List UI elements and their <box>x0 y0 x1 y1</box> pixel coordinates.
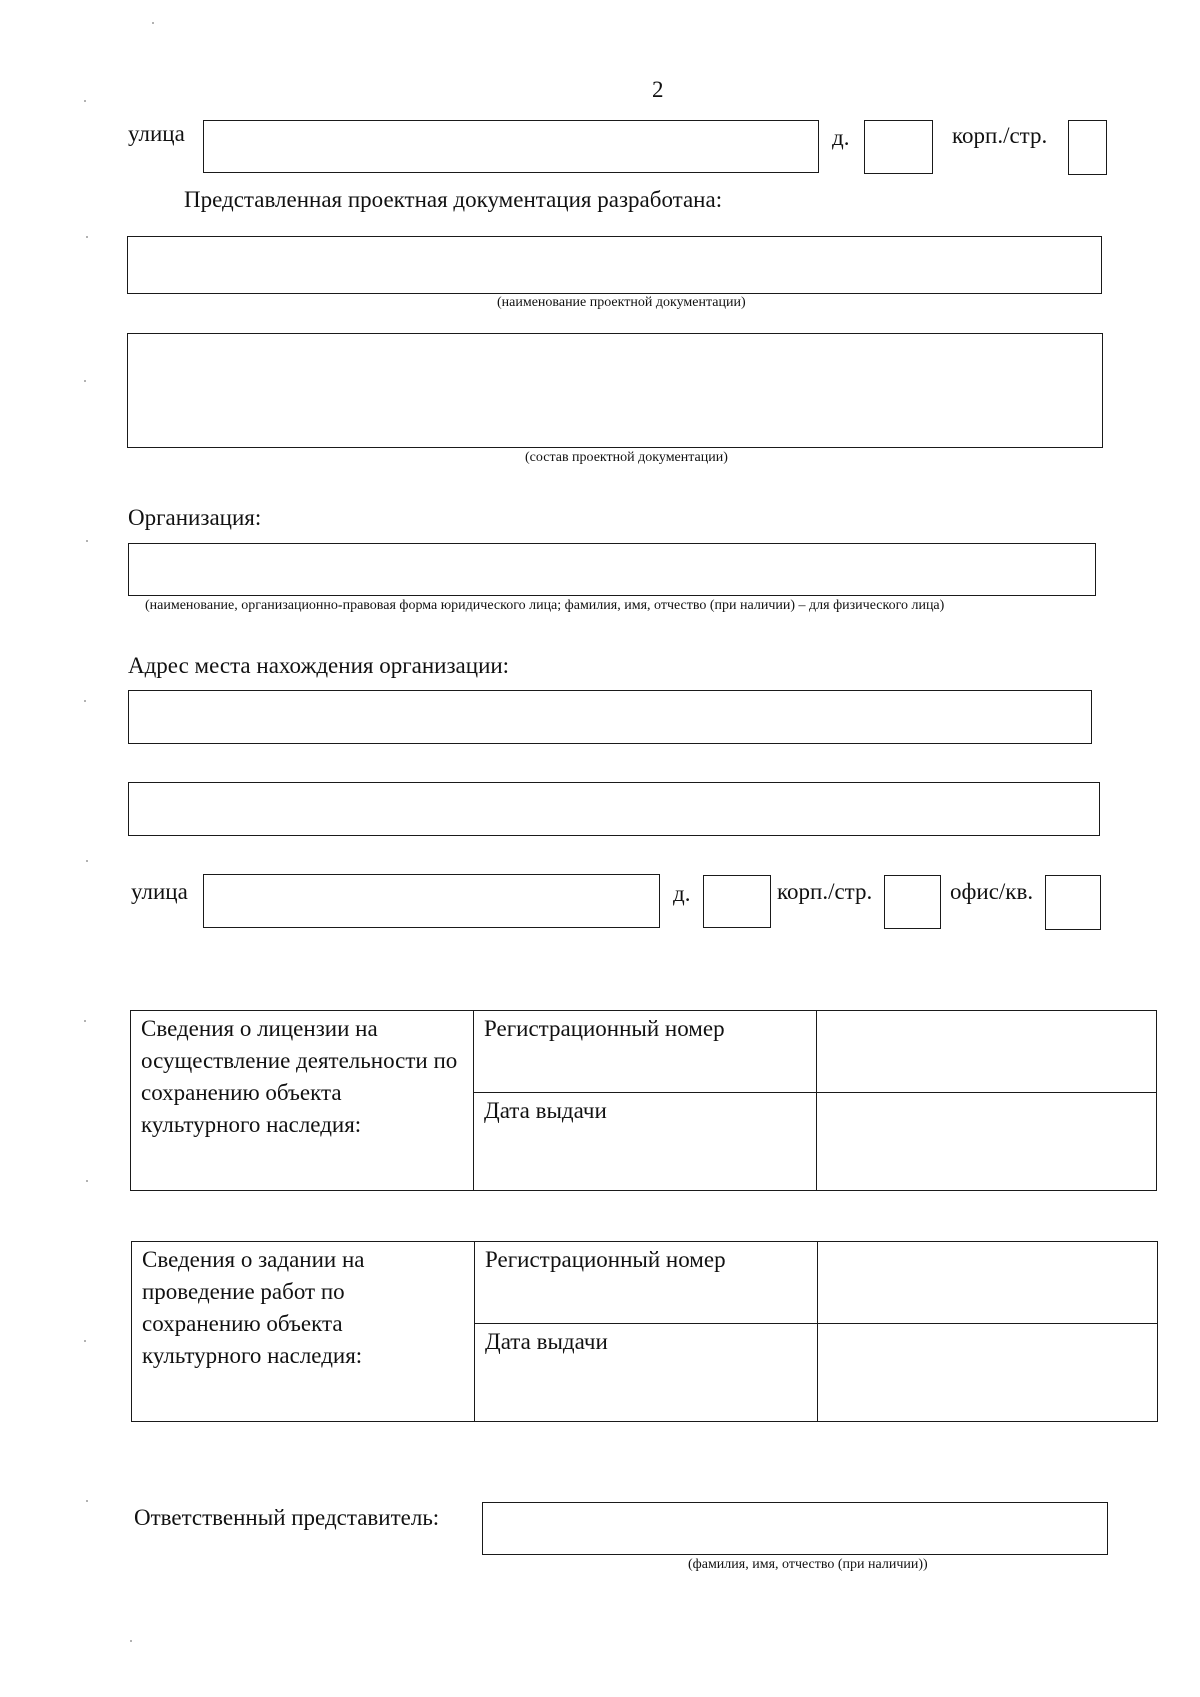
page-number: 2 <box>652 77 664 102</box>
scan-speck <box>84 380 86 382</box>
license-reg-number-value[interactable] <box>817 1011 1157 1093</box>
org-house-field[interactable] <box>703 875 771 928</box>
scan-speck <box>86 860 88 862</box>
organization-label: Организация: <box>128 505 262 530</box>
scan-speck <box>84 1020 86 1022</box>
building-field[interactable] <box>1068 120 1107 175</box>
task-reg-number-label: Регистрационный номер <box>475 1242 818 1324</box>
doc-name-field[interactable] <box>127 236 1102 294</box>
scan-speck <box>84 1340 86 1342</box>
scan-speck <box>152 22 154 24</box>
scan-speck <box>84 700 86 702</box>
task-issue-date-value[interactable] <box>818 1324 1158 1422</box>
org-building-label: корп./стр. <box>777 879 873 904</box>
org-address-field-2[interactable] <box>128 782 1100 836</box>
representative-label: Ответственный представитель: <box>134 1505 440 1530</box>
representative-field[interactable] <box>482 1502 1108 1555</box>
building-label: корп./стр. <box>952 123 1048 148</box>
organization-field[interactable] <box>128 543 1096 596</box>
scan-speck <box>84 100 86 102</box>
docs-intro-text: Представленная проектная документация разработана: <box>184 187 723 212</box>
license-title: Сведения о лицензии на осуществление деятельности по сохранению объекта культурного наследия: <box>131 1011 474 1191</box>
org-house-label: д. <box>673 881 691 906</box>
house-field[interactable] <box>864 120 933 174</box>
scan-speck <box>86 236 88 238</box>
scan-speck <box>86 540 88 542</box>
scan-speck <box>86 1500 88 1502</box>
doc-composition-caption: (состав проектной документации) <box>525 450 728 465</box>
task-title: Сведения о задании на проведение работ по сохранению объекта культурного наследия: <box>132 1242 475 1422</box>
org-street-field[interactable] <box>203 874 660 928</box>
org-address-field-1[interactable] <box>128 690 1092 744</box>
task-issue-date-label: Дата выдачи <box>475 1324 818 1422</box>
task-reg-number-value[interactable] <box>818 1242 1158 1324</box>
task-info-table <box>131 1241 1158 1422</box>
org-address-label: Адрес места нахождения организации: <box>128 653 510 678</box>
house-label: д. <box>832 125 850 150</box>
license-issue-date-label: Дата выдачи <box>474 1093 817 1191</box>
org-building-field[interactable] <box>884 875 941 929</box>
org-office-field[interactable] <box>1045 875 1101 930</box>
org-office-label: офис/кв. <box>950 879 1034 904</box>
license-reg-number-label: Регистрационный номер <box>474 1011 817 1093</box>
doc-name-caption: (наименование проектной документации) <box>497 295 746 310</box>
street-field[interactable] <box>203 120 819 173</box>
street-label: улица <box>128 121 185 146</box>
doc-composition-field[interactable] <box>127 333 1103 448</box>
org-street-label: улица <box>131 879 188 904</box>
representative-caption: (фамилия, имя, отчество (при наличии)) <box>688 1557 928 1572</box>
license-info-table <box>130 1010 1157 1191</box>
scan-speck <box>130 1640 132 1642</box>
license-issue-date-value[interactable] <box>817 1093 1157 1191</box>
organization-caption: (наименование, организационно-правовая форма юридического лица; фамилия, имя, отчество (при наличии) – для физического лица) <box>145 598 945 613</box>
scan-speck <box>86 1180 88 1182</box>
